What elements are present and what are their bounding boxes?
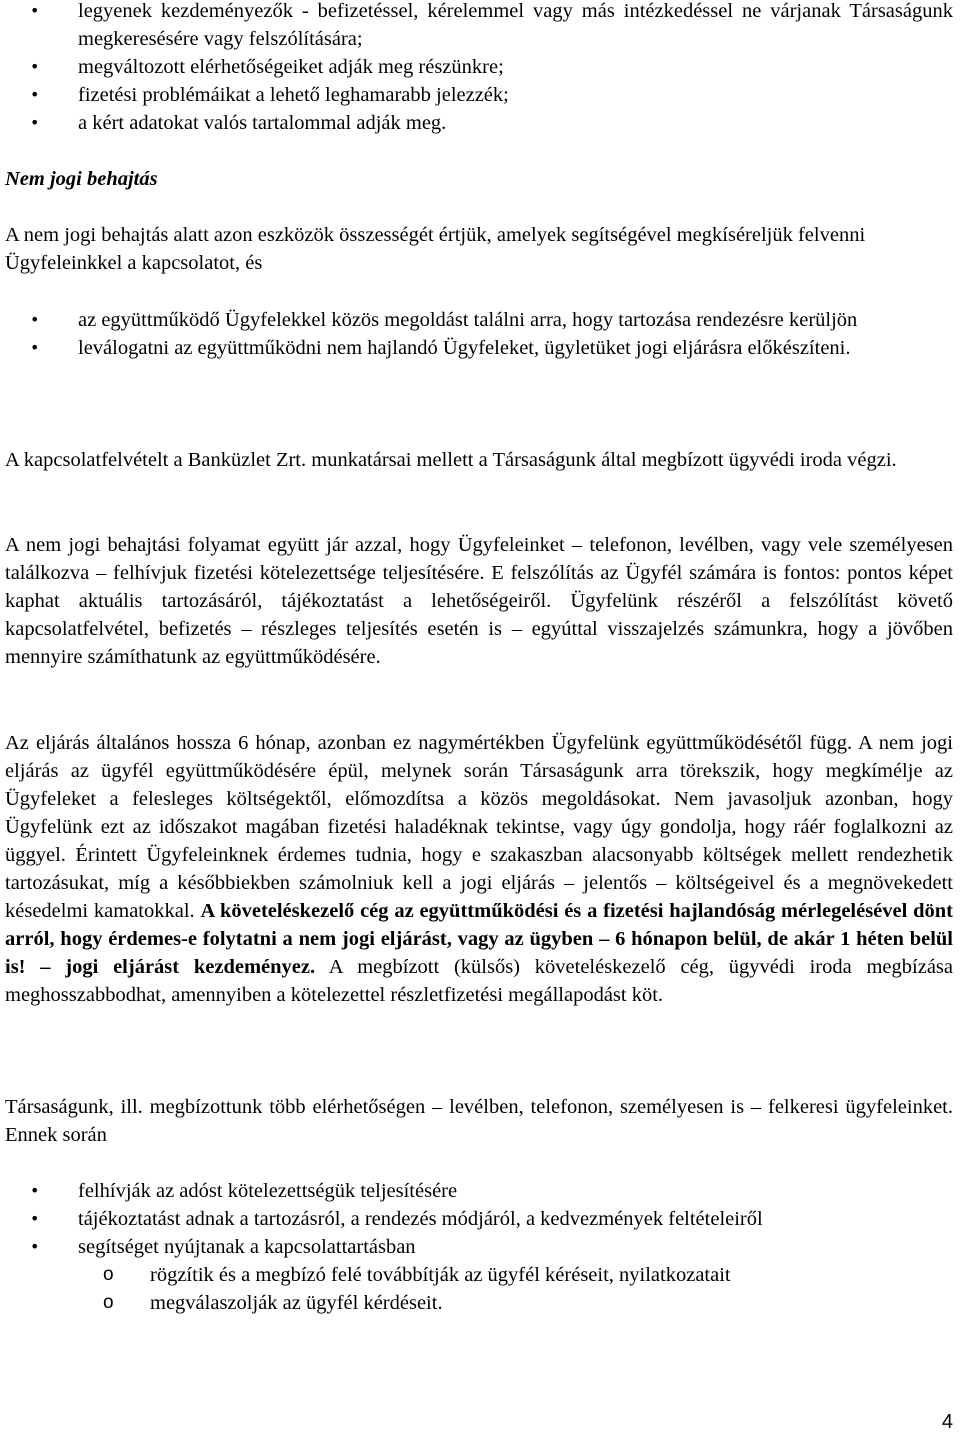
- channels-paragraph: Társaságunk, ill. megbízottunk több elérhetőségen – levélben, telefonon, személyesen is – felkeresi ügyfeleinket. Ennek során: [5, 1096, 953, 1146]
- duration-text-bold: A követeléskezelő cég az együttműködési és a fizetési hajlandóság mérlegelésével dönt arról, hogy érdemes-e folytatni a nem jogi eljárást, vagy az ügyben – 6 hónapon belül, de akár 1 héten belül is! – jogi eljárást kezdeményez.: [5, 900, 954, 978]
- process-paragraph: A nem jogi behajtási folyamat együtt jár azzal, hogy Ügyfeleinket – telefonon, levélben, vagy vele személyesen találkozva – felhívjuk fizetési kötelezettsége teljesítésére. E felszólítás az Ügyfél számára is fontos: pontos képet kaphat aktuális tartozásáról, tájékoztatást a lehetőségeiről. Ügyfelünk részéről a felszólítást követő kapcsolatfelvétel, befizetés – részleges teljesítés esetén is – egyúttal visszajelzés számunkra, hogy a jövőben mennyire számíthatunk az együttműködésére.: [5, 534, 953, 668]
- page-number: 4: [941, 1411, 953, 1433]
- actions-sub-list: [5, 1261, 953, 1317]
- duration-text-end: A megbízott (külsős) követeléskezelő cég, ügyvédi iroda megbízása meghosszabbodhat, amennyiben a kötelezettel részletfizetési megállapodást köt.: [5, 956, 953, 1006]
- top-bullet-list: [5, 0, 953, 137]
- list-item: • a kért adatokat valós tartalommal adják meg.: [5, 109, 953, 137]
- sub-list-item: o megválaszolják az ügyfél kérdéseit.: [5, 1289, 953, 1317]
- list-item: • segítséget nyújtanak a kapcsolattartásban: [5, 1233, 953, 1261]
- list-item: • megváltozott elérhetőségeiket adják meg részünkre;: [5, 53, 953, 81]
- list-item: • legyenek kezdeményezők - befizetéssel, kérelemmel vagy más intézkedéssel ne várjanak Társaságunk megkeresésére vagy felszólítására;: [5, 0, 953, 53]
- actions-bullet-list: [5, 1177, 953, 1261]
- list-item: • tájékoztatást adnak a tartozásról, a rendezés módjáról, a kedvezmények feltételeiről: [5, 1205, 953, 1233]
- list-item: • leválogatni az együttműködni nem hajlandó Ügyfeleket, ügyletüket jogi eljárásra előkészíteni.: [5, 334, 953, 362]
- list-item: • fizetési problémáikat a lehető leghamarabb jelezzék;: [5, 81, 953, 109]
- section-heading: Nem jogi behajtás: [5, 168, 158, 190]
- intro-paragraph: A nem jogi behajtás alatt azon eszközök összességét értjük, amelyek segítségével megkíséreljük felvenni Ügyfeleinkkel a kapcsolatot, és: [5, 224, 866, 274]
- contact-paragraph: A kapcsolatfelvételt a Banküzlet Zrt. munkatársai mellett a Társaságunk által megbízott ügyvédi iroda végzi.: [5, 449, 897, 471]
- duration-text-start: Az eljárás általános hossza 6 hónap, azonban ez nagymértékben Ügyfelünk együttműködésétől függ. A nem jogi eljárás az ügyfél együttműködésére épül, melynek során Társaságunk arra törekszik, hogy megkímélje az Ügyfeleket a felesleges költségektől, előmozdítsa a közös megoldásokat. Nem javasoljuk azonban, hogy Ügyfelünk ezt az időszakot magában fizetési haladéknak tekintse, vagy úgy gondolja, hogy ráér foglalkozni az üggyel. Érintett Ügyfeleinknek érdemes tudnia, hogy e szakaszban alacsonyabb költségek mellett rendezhetik tartozásukat, míg a későbbiekben számolniuk kell a jogi eljárás – jelentős – költségeivel és a megnövekedett késedelmi kamatokkal.: [5, 732, 953, 922]
- list-item: • felhívják az adóst kötelezettségük teljesítésére: [5, 1177, 953, 1205]
- duration-paragraph: [5, 729, 953, 1009]
- sub-list-item: o rögzítik és a megbízó felé továbbítják az ügyfél kéréseit, nyilatkozatait: [5, 1261, 953, 1289]
- list-item: • az együttműködő Ügyfelekkel közös megoldást találni arra, hogy tartozása rendezésre kerüljön: [5, 306, 953, 334]
- goals-bullet-list: [5, 306, 953, 362]
